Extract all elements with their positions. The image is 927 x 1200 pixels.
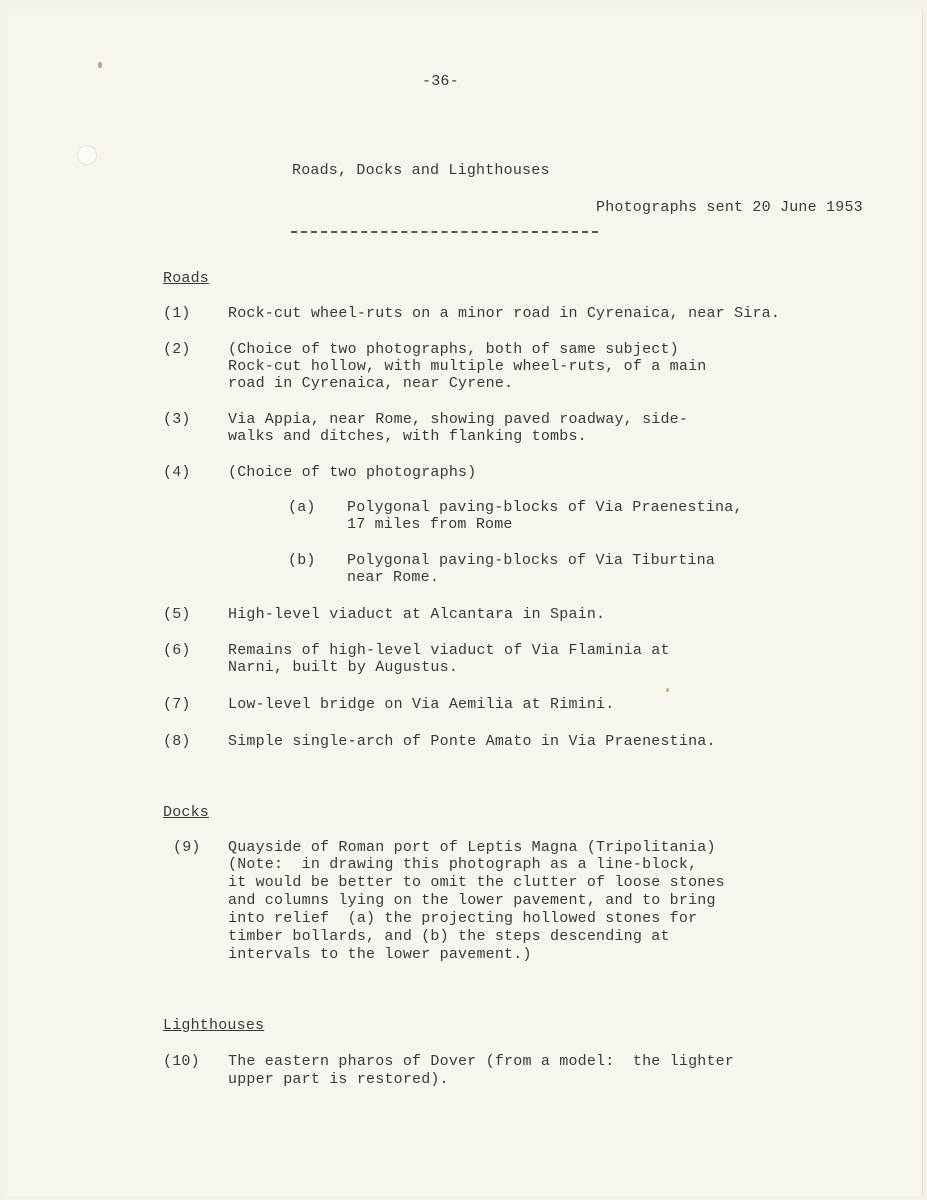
item-text-line: (Note: in drawing this photograph as a line-block, (228, 856, 698, 873)
item-text-line: Remains of high-level viaduct of Via Flaminia at (228, 642, 670, 659)
subitem-letter: (a) (288, 499, 316, 516)
item-number: (7) (163, 696, 191, 713)
item-number: (8) (163, 733, 191, 750)
item-text-line: Rock-cut wheel-ruts on a minor road in Cyrenaica, near Sira. (228, 305, 781, 322)
document-subtitle: Photographs sent 20 June 1953 (596, 199, 863, 216)
item-text-line: (Choice of two photographs, both of same subject) (228, 341, 679, 358)
item-text-line: road in Cyrenaica, near Cyrene. (228, 375, 514, 392)
item-text-line: Quayside of Roman port of Leptis Magna (Tripolitania) (228, 839, 716, 856)
subitem-text-line: 17 miles from Rome (347, 516, 513, 533)
item-text-line: walks and ditches, with flanking tombs. (228, 428, 587, 445)
item-number: (9) (173, 839, 201, 856)
subitem-text-line: Polygonal paving-blocks of Via Tiburtina (347, 552, 716, 569)
subitem-text-line: Polygonal paving-blocks of Via Praenestina, (347, 499, 743, 516)
item-text-line: Simple single-arch of Ponte Amato in Via Praenestina. (228, 733, 716, 750)
item-number: (5) (163, 606, 191, 623)
paper-speck (666, 688, 669, 692)
paper-sheet (6, 10, 923, 1196)
item-text-line: Via Appia, near Rome, showing paved roadway, side- (228, 411, 689, 428)
item-number: (4) (163, 464, 191, 481)
section-heading-docks: Docks (163, 804, 210, 821)
item-number: (10) (163, 1053, 200, 1070)
punch-hole (77, 145, 97, 165)
item-text-line: and columns lying on the lower pavement, and to bring (228, 892, 716, 909)
title-underline (291, 231, 598, 233)
item-number: (3) (163, 411, 191, 428)
section-heading-roads: Roads (163, 270, 210, 287)
item-text-line: into relief (a) the projecting hollowed stones for (228, 910, 698, 927)
item-text-line: (Choice of two photographs) (228, 464, 477, 481)
item-text-line: High-level viaduct at Alcantara in Spain. (228, 606, 606, 623)
item-text-line: it would be better to omit the clutter of loose stones (228, 874, 725, 891)
item-text-line: Narni, built by Augustus. (228, 659, 459, 676)
item-text-line: Low-level bridge on Via Aemilia at Rimini. (228, 696, 615, 713)
item-text-line: upper part is restored). (228, 1071, 449, 1088)
paper-speck (98, 62, 102, 68)
item-number: (6) (163, 642, 191, 659)
item-text-line: intervals to the lower pavement.) (228, 946, 532, 963)
section-heading-lighthouses: Lighthouses (163, 1017, 265, 1034)
subitem-letter: (b) (288, 552, 316, 569)
item-number: (2) (163, 341, 191, 358)
item-text-line: Rock-cut hollow, with multiple wheel-ruts, of a main (228, 358, 707, 375)
item-text-line: timber bollards, and (b) the steps descending at (228, 928, 670, 945)
page-number: -36- (422, 73, 459, 90)
subitem-text-line: near Rome. (347, 569, 440, 586)
document-title: Roads, Docks and Lighthouses (292, 162, 550, 179)
item-number: (1) (163, 305, 191, 322)
item-text-line: The eastern pharos of Dover (from a model: the lighter (228, 1053, 735, 1070)
